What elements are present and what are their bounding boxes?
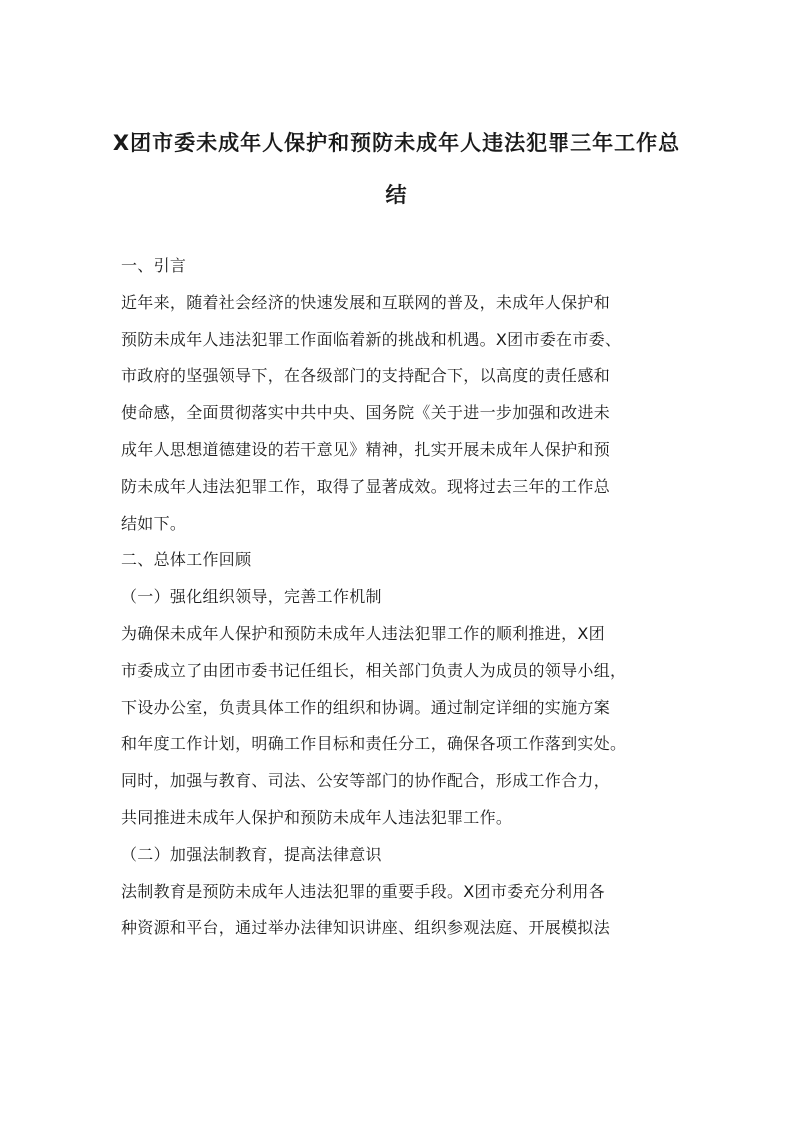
- body-text-line: 市委成立了由团市委书记任组长，相关部门负责人为成员的领导小组，: [121, 660, 627, 680]
- body-text-line: 预防未成年人违法犯罪工作面临着新的挑战和机遇。X团市委在市委、: [121, 329, 622, 349]
- body-text-line: 同时，加强与教育、司法、公安等部门的协作配合，形成工作合力，: [121, 771, 611, 791]
- body-text-line: 防未成年人违法犯罪工作，取得了显著成效。现将过去三年的工作总: [121, 476, 611, 496]
- body-text-line: 市政府的坚强领导下，在各级部门的支持配合下，以高度的责任感和: [121, 366, 611, 386]
- body-text-line: 使命感，全面贯彻落实中共中央、国务院《关于进一步加强和改进未: [121, 403, 611, 423]
- body-text-line: 和年度工作计划，明确工作目标和责任分工，确保各项工作落到实处。: [121, 734, 627, 754]
- section-heading-introduction: 一、引言: [121, 256, 187, 275]
- body-text-line: 成年人思想道德建设的若干意见》精神，扎实开展未成年人保护和预: [121, 439, 611, 459]
- subsection-heading-legal-education: （二）加强法制教育，提高法律意识: [121, 844, 382, 864]
- body-text-line: 近年来，随着社会经济的快速发展和互联网的普及，未成年人保护和: [121, 292, 611, 312]
- body-text-line: 下设办公室，负责具体工作的组织和协调。通过制定详细的实施方案: [121, 697, 611, 717]
- body-text-line: 法制教育是预防未成年人违法犯罪的重要手段。X团市委充分利用各: [121, 881, 605, 901]
- document-title-line-1: X团市委未成年人保护和预防未成年人违法犯罪三年工作总: [112, 131, 681, 155]
- body-text-line: 共同推进未成年人保护和预防未成年人违法犯罪工作。: [121, 807, 513, 827]
- body-text-line: 为确保未成年人保护和预防未成年人违法犯罪工作的顺利推进，X团: [121, 623, 605, 643]
- body-text-line: 种资源和平台，通过举办法律知识讲座、组织参观法庭、开展模拟法: [121, 918, 611, 938]
- body-text-line: 结如下。: [121, 513, 187, 533]
- document-title-line-2: 结: [385, 183, 408, 207]
- subsection-heading-leadership: （一）强化组织领导，完善工作机制: [121, 587, 382, 607]
- section-heading-review: 二、总体工作回顾: [121, 550, 252, 570]
- document-body: [121, 248, 677, 947]
